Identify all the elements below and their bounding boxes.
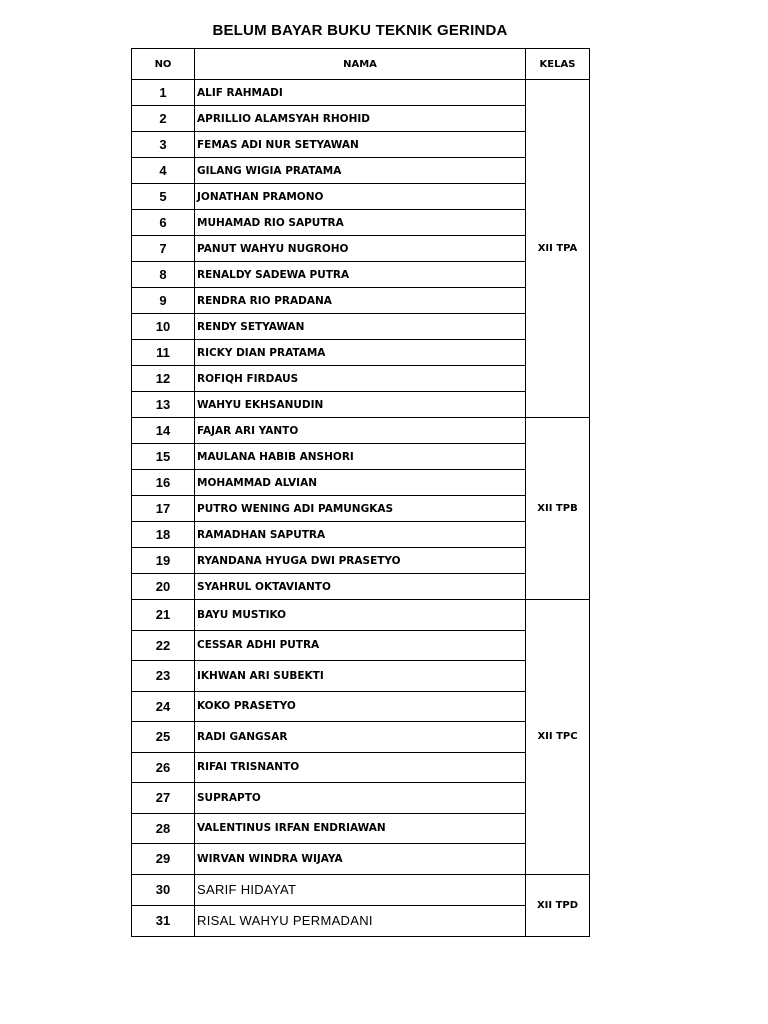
table-row bbox=[132, 340, 590, 366]
table-row bbox=[132, 470, 590, 496]
student-name: MOHAMMAD ALVIAN bbox=[195, 470, 526, 496]
table-row bbox=[132, 874, 590, 905]
row-number: 22 bbox=[132, 630, 195, 661]
table-row bbox=[132, 752, 590, 783]
table-row bbox=[132, 444, 590, 470]
row-number: 1 bbox=[132, 80, 195, 106]
row-number: 9 bbox=[132, 288, 195, 314]
student-name: RENALDY SADEWA PUTRA bbox=[195, 262, 526, 288]
student-name: GILANG WIGIA PRATAMA bbox=[195, 158, 526, 184]
class-label: XII TPA bbox=[526, 80, 590, 418]
row-number: 20 bbox=[132, 574, 195, 600]
student-name: RISAL WAHYU PERMADANI bbox=[195, 905, 526, 936]
row-number: 6 bbox=[132, 210, 195, 236]
table-row bbox=[132, 236, 590, 262]
student-name: WAHYU EKHSANUDIN bbox=[195, 392, 526, 418]
table-row bbox=[132, 548, 590, 574]
student-name: ROFIQH FIRDAUS bbox=[195, 366, 526, 392]
table-row bbox=[132, 366, 590, 392]
row-number: 24 bbox=[132, 691, 195, 722]
student-name: SUPRAPTO bbox=[195, 783, 526, 814]
row-number: 23 bbox=[132, 661, 195, 692]
row-number: 7 bbox=[132, 236, 195, 262]
row-number: 29 bbox=[132, 844, 195, 875]
table-row bbox=[132, 158, 590, 184]
row-number: 12 bbox=[132, 366, 195, 392]
row-number: 19 bbox=[132, 548, 195, 574]
page-title: BELUM BAYAR BUKU TEKNIK GERINDA bbox=[212, 22, 508, 39]
student-name: MUHAMAD RIO SAPUTRA bbox=[195, 210, 526, 236]
student-name: RYANDANA HYUGA DWI PRASETYO bbox=[195, 548, 526, 574]
row-number: 2 bbox=[132, 106, 195, 132]
student-name: RIFAI TRISNANTO bbox=[195, 752, 526, 783]
student-name: PUTRO WENING ADI PAMUNGKAS bbox=[195, 496, 526, 522]
row-number: 18 bbox=[132, 522, 195, 548]
table-row bbox=[132, 132, 590, 158]
row-number: 5 bbox=[132, 184, 195, 210]
table-row bbox=[132, 184, 590, 210]
header-row bbox=[132, 49, 590, 80]
student-name: RENDY SETYAWAN bbox=[195, 314, 526, 340]
student-name: RADI GANGSAR bbox=[195, 722, 526, 753]
row-number: 28 bbox=[132, 813, 195, 844]
row-number: 4 bbox=[132, 158, 195, 184]
class-label: XII TPD bbox=[526, 874, 590, 936]
student-name: MAULANA HABIB ANSHORI bbox=[195, 444, 526, 470]
student-table bbox=[131, 48, 590, 937]
table-row bbox=[132, 496, 590, 522]
student-name: RENDRA RIO PRADANA bbox=[195, 288, 526, 314]
row-number: 8 bbox=[132, 262, 195, 288]
table-row bbox=[132, 844, 590, 875]
row-number: 17 bbox=[132, 496, 195, 522]
table-row bbox=[132, 783, 590, 814]
table-row bbox=[132, 314, 590, 340]
row-number: 27 bbox=[132, 783, 195, 814]
student-name: APRILLIO ALAMSYAH RHOHID bbox=[195, 106, 526, 132]
row-number: 13 bbox=[132, 392, 195, 418]
header-nama: NAMA bbox=[195, 49, 526, 80]
row-number: 21 bbox=[132, 600, 195, 631]
class-label: XII TPB bbox=[526, 418, 590, 600]
table-row bbox=[132, 574, 590, 600]
table-row bbox=[132, 288, 590, 314]
student-name: RAMADHAN SAPUTRA bbox=[195, 522, 526, 548]
table-row bbox=[132, 600, 590, 631]
row-number: 16 bbox=[132, 470, 195, 496]
student-name: RICKY DIAN PRATAMA bbox=[195, 340, 526, 366]
student-name: SYAHRUL OKTAVIANTO bbox=[195, 574, 526, 600]
table-row bbox=[132, 522, 590, 548]
student-name: CESSAR ADHI PUTRA bbox=[195, 630, 526, 661]
student-name: IKHWAN ARI SUBEKTI bbox=[195, 661, 526, 692]
student-name: WIRVAN WINDRA WIJAYA bbox=[195, 844, 526, 875]
table-row bbox=[132, 106, 590, 132]
header-no: NO bbox=[132, 49, 195, 80]
student-name: ALIF RAHMADI bbox=[195, 80, 526, 106]
table-row bbox=[132, 630, 590, 661]
table-row bbox=[132, 905, 590, 936]
student-name: SARIF HIDAYAT bbox=[195, 874, 526, 905]
table-row bbox=[132, 691, 590, 722]
class-label: XII TPC bbox=[526, 600, 590, 875]
table-row bbox=[132, 661, 590, 692]
student-name: PANUT WAHYU NUGROHO bbox=[195, 236, 526, 262]
row-number: 30 bbox=[132, 874, 195, 905]
table-row bbox=[132, 418, 590, 444]
table-row bbox=[132, 262, 590, 288]
student-name: JONATHAN PRAMONO bbox=[195, 184, 526, 210]
table-row bbox=[132, 722, 590, 753]
student-name: BAYU MUSTIKO bbox=[195, 600, 526, 631]
row-number: 11 bbox=[132, 340, 195, 366]
row-number: 3 bbox=[132, 132, 195, 158]
table-row bbox=[132, 80, 590, 106]
table-row bbox=[132, 392, 590, 418]
table-row bbox=[132, 813, 590, 844]
row-number: 15 bbox=[132, 444, 195, 470]
row-number: 31 bbox=[132, 905, 195, 936]
header-kelas: KELAS bbox=[526, 49, 590, 80]
row-number: 26 bbox=[132, 752, 195, 783]
row-number: 10 bbox=[132, 314, 195, 340]
student-name: FEMAS ADI NUR SETYAWAN bbox=[195, 132, 526, 158]
student-name: VALENTINUS IRFAN ENDRIAWAN bbox=[195, 813, 526, 844]
row-number: 25 bbox=[132, 722, 195, 753]
table-body bbox=[132, 80, 590, 937]
student-name: FAJAR ARI YANTO bbox=[195, 418, 526, 444]
table-row bbox=[132, 210, 590, 236]
row-number: 14 bbox=[132, 418, 195, 444]
student-name: KOKO PRASETYO bbox=[195, 691, 526, 722]
